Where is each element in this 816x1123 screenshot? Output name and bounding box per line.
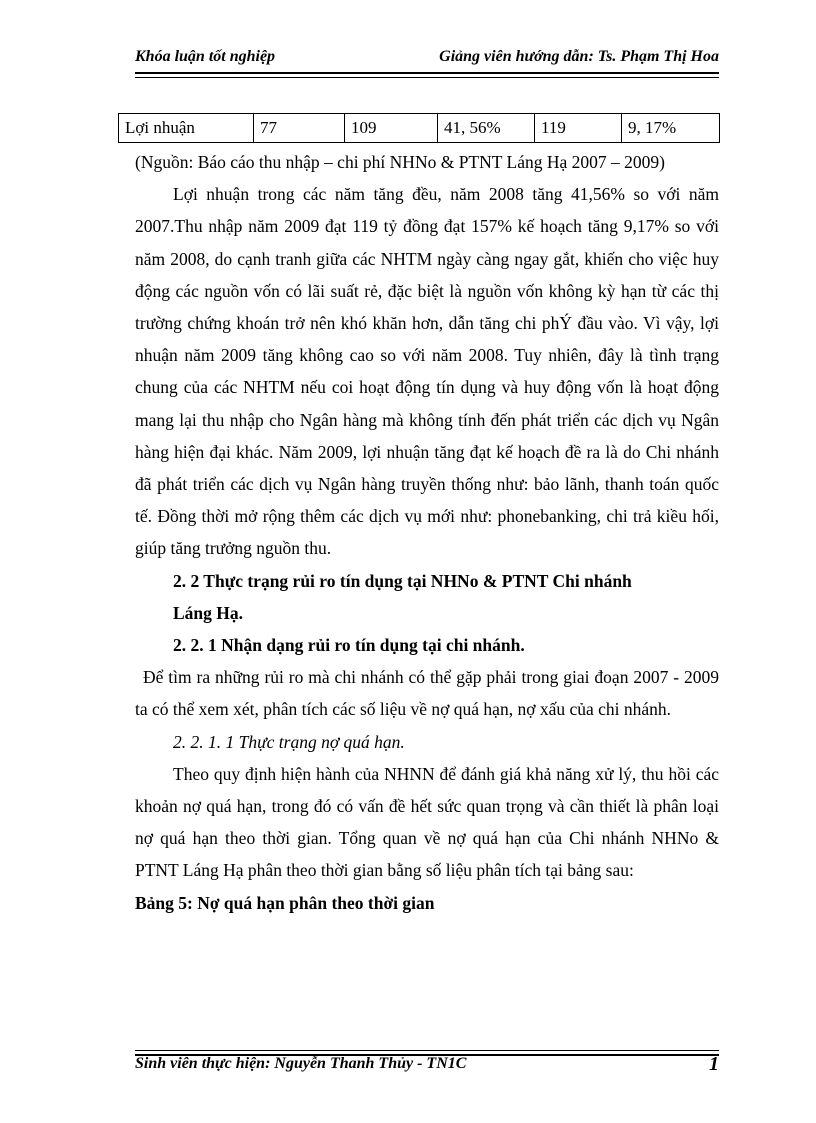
- table-cell-growth-2008: 41, 56%: [438, 114, 535, 143]
- profit-table-row: [118, 113, 720, 143]
- table-title: Bảng 5: Nợ quá hạn phân theo thời gian: [135, 892, 435, 913]
- table-row: [119, 114, 720, 143]
- table-source-note: (Nguồn: Báo cáo thu nhập – chi phí NHNo & PTNT Láng Hạ 2007 – 2009): [135, 152, 665, 172]
- section-heading-2-2-1-1: 2. 2. 1. 1 Thực trạng nợ quá hạn.: [173, 731, 405, 752]
- header-rule-thick: [135, 72, 719, 74]
- footer-rule-thin: [135, 1050, 719, 1051]
- section-heading-2-2-line2: Láng Hạ.: [173, 602, 244, 623]
- page-footer: [135, 1055, 719, 1079]
- paragraph-overdue-debt: Theo quy định hiện hành của NHNN để đánh giá khả năng xử lý, thu hồi các khoản nợ quá hạn, trong đó có vấn đề hết sức quan trọng và cần thiết là phân loại nợ quá hạn theo thời gian. Tổng quan về nợ quá hạn của Chi nhánh NHNo & PTNT Láng Hạ phân theo thời gian bằng số liệu phân tích tại bảng sau:: [135, 763, 719, 881]
- header-advisor: Giảng viên hướng dẫn: Ts. Phạm Thị Hoa: [439, 48, 719, 65]
- page-header: [135, 48, 719, 72]
- page-number: 1: [709, 1053, 719, 1075]
- table-cell-growth-2009: 9, 17%: [622, 114, 720, 143]
- header-rule-thin: [135, 77, 719, 78]
- section-heading-2-2-line1: 2. 2 Thực trạng rủi ro tín dụng tại NHNo & PTNT Chi nhánh: [173, 570, 632, 591]
- paragraph-risk-identification: Để tìm ra những rủi ro mà chi nhánh có thể gặp phải trong giai đoạn 2007 - 2009 ta có thể xem xét, phân tích các số liệu về nợ quá hạn, nợ xấu của chi nhánh.: [135, 667, 719, 720]
- section-heading-2-2-1: 2. 2. 1 Nhận dạng rủi ro tín dụng tại chi nhánh.: [173, 635, 525, 656]
- table-cell-2008: 109: [345, 114, 438, 143]
- footer-student: Sinh viên thực hiện: Nguyễn Thanh Thủy - TN1C: [135, 1055, 467, 1072]
- table-cell-label: Lợi nhuận: [119, 114, 254, 143]
- page-body: [135, 146, 719, 919]
- table-cell-2009: 119: [535, 114, 622, 143]
- section-heading-2-2: [135, 565, 719, 629]
- header-thesis-title: Khóa luận tốt nghiệp: [135, 48, 276, 65]
- table-cell-2007: 77: [254, 114, 345, 143]
- paragraph-profit-analysis: Lợi nhuận trong các năm tăng đều, năm 2008 tăng 41,56% so với năm 2007.Thu nhập năm 2009 đạt 119 tỷ đồng đạt 157% kế hoạch tăng 9,17% so với năm 2008, do cạnh tranh giữa các NHTM ngày càng ngay gắt, khiến cho việc huy động các nguồn vốn có lãi suất rẻ, đặc biệt là nguồn vốn không kỳ hạn từ các thị trường chứng khoán trở nên khó khăn hơn, dẫn tăng chi phÝ đầu vào. Vì vậy, lợi nhuận năm 2009 tăng không cao so với năm 2008. Tuy nhiên, đây là tình trạng chung của các NHTM nếu coi hoạt động tín dụng và huy động vốn là hoạt động mang lại thu nhập cho Ngân hàng mà không tính đến phát triển các dịch vụ Ngân hàng hiện đại khác. Năm 2009, lợi nhuận tăng đạt kế hoạch đề ra là do Chi nhánh đã phát triển các dịch vụ Ngân hàng truyền thống như: bảo lãnh, thanh toán quốc tế. Đồng thời mở rộng thêm các dịch vụ mới như: phonebanking, chi trả kiều hối, giúp tăng trưởng nguồn thu.: [135, 184, 719, 559]
